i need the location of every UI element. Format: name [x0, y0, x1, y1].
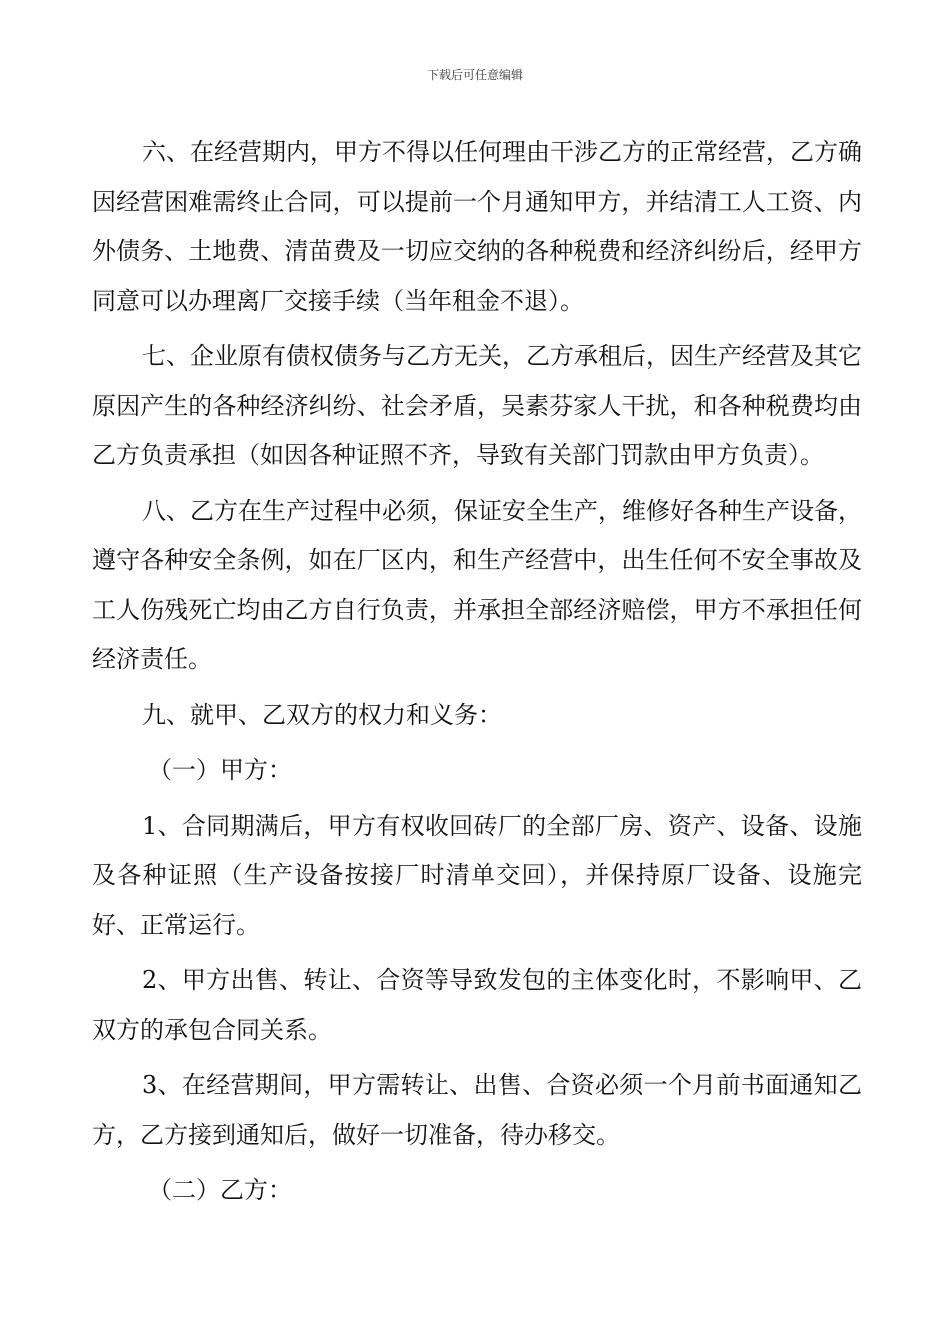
paragraph-seven: 七、企业原有债权债务与乙方无关，乙方承租后，因生产经营及其它原因产生的各种经济纠纷、社会矛盾，吴素芬家人干扰，和各种税费均由乙方负责承担（如因各种证照不齐，导致有关部门罚款由甲方负责）。 — [92, 342, 862, 469]
section-party-a: （一）甲方： — [148, 756, 292, 784]
page-header: 下载后可任意编辑 — [426, 68, 523, 82]
party-a-item-3: 3、在经营期间，甲方需转让、出售、合资必须一个月前书面通知乙方，乙方接到通知后，做好一切准备，待办移交。 — [92, 1071, 862, 1149]
paragraph-nine: 九、就甲、乙双方的权力和义务： — [142, 700, 502, 729]
party-a-item-1: 1、合同期满后，甲方有权收回砖厂的全部厂房、资产、设备、设施及各种证照（生产设备按接厂时清单交回），并保持原厂设备、设施完好、正常运行。 — [92, 811, 862, 939]
document-body — [92, 128, 862, 1222]
paragraph-six: 六、在经营期内，甲方不得以任何理由干涉乙方的正常经营，乙方确因经营困难需终止合同，可以提前一个月通知甲方，并结清工人工资、内外债务、土地费、清苗费及一切应交纳的各种税费和经济纠纷后，经甲方同意可以办理离厂交接手续（当年租金不退）。 — [92, 138, 862, 315]
party-a-item-2: 2、甲方出售、转让、合资等导致发包的主体变化时，不影响甲、乙双方的承包合同关系。 — [92, 966, 862, 1044]
paragraph-eight: 八、乙方在生产过程中必须，保证安全生产，维修好各种生产设备，遵守各种安全条例，如在厂区内，和生产经营中，出生任何不安全事故及工人伤残死亡均由乙方自行负责，并承担全部经济赔偿，甲方不承担任何经济责任。 — [92, 496, 862, 673]
section-party-b: （二）乙方： — [148, 1176, 292, 1204]
